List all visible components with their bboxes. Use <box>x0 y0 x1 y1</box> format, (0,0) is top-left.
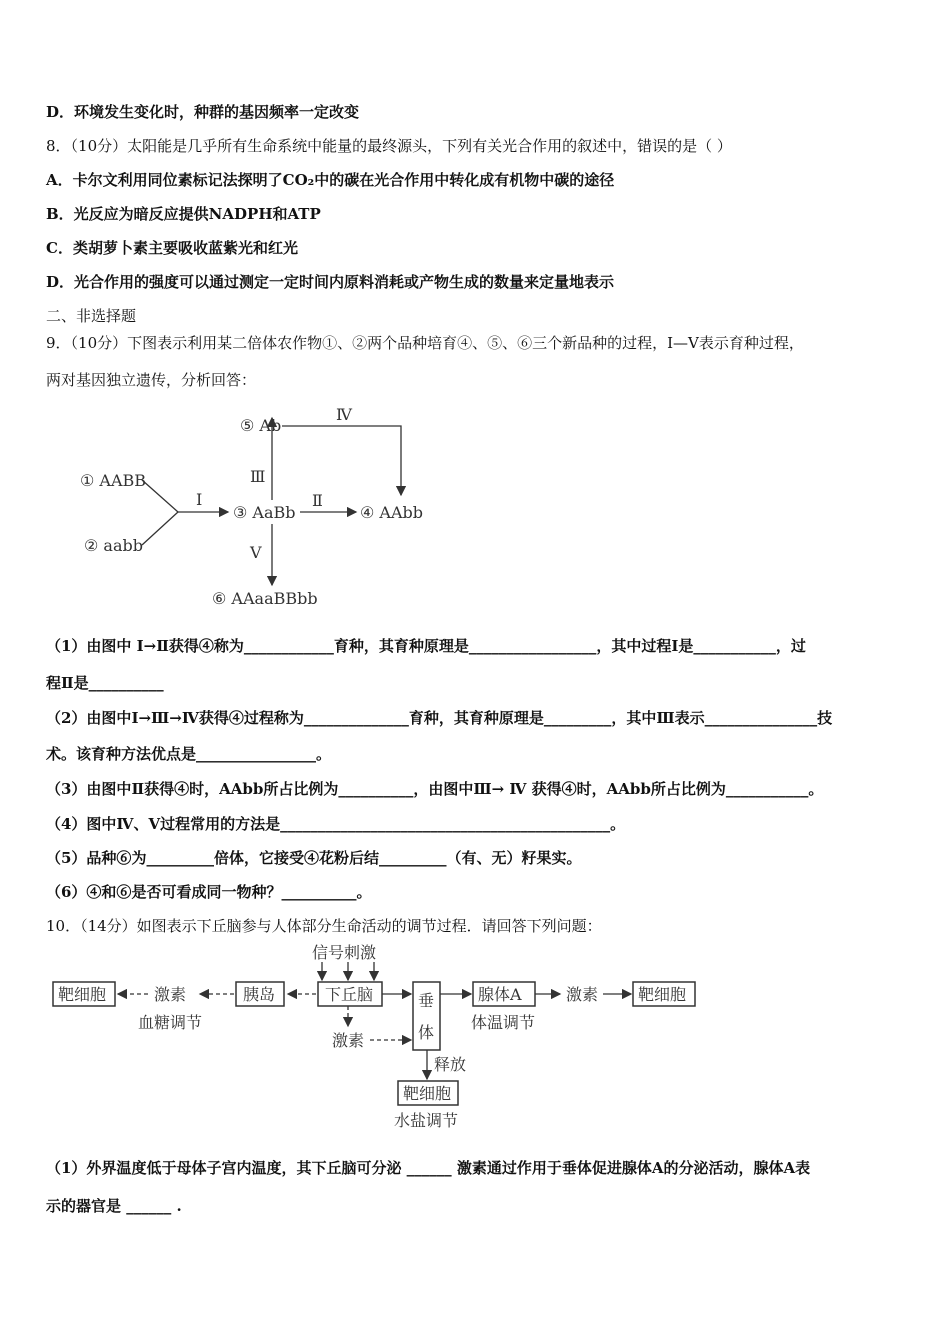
q10-part1-a: （1）外界温度低于母体子宫内温度，其下丘脑可分泌 ______ 激素通过作用于垂体促进腺体A的分泌活动，腺体A表 <box>46 1159 811 1177</box>
target-cell-left: 靶细胞 <box>58 985 107 1004</box>
variety-1-label: ① AABB <box>80 471 147 490</box>
section-heading: 二、非选择题 <box>46 307 137 325</box>
q9-part1-a: （1）由图中 Ⅰ→Ⅱ获得④称为____________育种，其育种原理是_________________，其中过程Ⅰ是___________，过 <box>46 637 806 655</box>
q9-part4: （4）图中Ⅳ、Ⅴ过程常用的方法是____________________________________________。 <box>46 815 626 833</box>
release-label: 释放 <box>434 1055 467 1074</box>
q9-stem-cont: 两对基因独立遗传，分析回答： <box>46 371 257 389</box>
q9-part3: （3）由图中Ⅱ获得④时，AAbb所占比例为__________，由图中Ⅲ→ Ⅳ 获得④时，AAbb所占比例为___________。 <box>46 780 824 798</box>
q10-part1-b: 示的器官是 ______ . <box>46 1197 182 1215</box>
pituitary-label-2: 体 <box>418 1023 435 1042</box>
breeding-diagram <box>70 400 440 615</box>
water-salt-label: 水盐调节 <box>394 1111 459 1130</box>
q7-option-d: D．环境发生变化时，种群的基因频率一定改变 <box>46 103 360 121</box>
temperature-label: 体温调节 <box>471 1013 536 1032</box>
q8-option-a: A．卡尔文利用同位素标记法探明了CO₂中的碳在光合作用中转化成有机物中碳的途径 <box>46 171 615 189</box>
q9-part2-b: 术。该育种方法优点是________________。 <box>46 745 332 763</box>
signal-stimulus-label: 信号刺激 <box>312 943 377 962</box>
islet-label: 胰岛 <box>243 985 276 1004</box>
q10-stem: 10．（14分）如图表示下丘脑参与人体部分生命活动的调节过程．请回答下列问题： <box>46 917 602 935</box>
hormone-left-label: 激素 <box>154 985 187 1004</box>
q8-option-b: B．光反应为暗反应提供NADPH和ATP <box>46 205 321 223</box>
process-4-label: Ⅳ <box>336 405 352 424</box>
q9-stem: 9．（10分）下图表示利用某二倍体农作物①、②两个品种培育④、⑤、⑥三个新品种的过程，Ⅰ—Ⅴ表示育种过程， <box>46 334 804 352</box>
process-1-label: Ⅰ <box>196 490 203 509</box>
q9-part1-b: 程Ⅱ是__________ <box>46 674 164 692</box>
pituitary-label-1: 垂 <box>418 991 435 1010</box>
blood-sugar-label: 血糖调节 <box>138 1013 203 1032</box>
target-cell-right: 靶细胞 <box>638 985 687 1004</box>
gland-a-label: 腺体A <box>478 985 522 1004</box>
hormone-bottom-label: 激素 <box>332 1031 365 1050</box>
hypothalamus-label: 下丘脑 <box>325 985 374 1004</box>
hypothalamus-diagram <box>48 940 708 1135</box>
variety-2-label: ② aabb <box>84 536 143 555</box>
process-5-label: Ⅴ <box>250 543 262 562</box>
q9-part2-a: （2）由图中Ⅰ→Ⅲ→Ⅳ获得④过程称为______________育种，其育种原理是_________，其中Ⅲ表示_______________技 <box>46 709 833 727</box>
process-2-label: Ⅱ <box>312 491 323 510</box>
variety-5-label: ⑤ Ab <box>240 416 282 435</box>
variety-4-label: ④ AAbb <box>360 503 424 522</box>
hormone-right-label: 激素 <box>566 985 599 1004</box>
variety-3-label: ③ AaBb <box>233 503 296 522</box>
process-3-label: Ⅲ <box>250 467 266 486</box>
variety-6-label: ⑥ AAaaBBbb <box>212 589 318 608</box>
q9-part6: （6）④和⑥是否可看成同一物种？__________。 <box>46 883 372 901</box>
target-cell-bottom: 靶细胞 <box>403 1084 452 1103</box>
q9-part5: （5）品种⑥为_________倍体，它接受④花粉后结_________（有、无）籽果实。 <box>46 849 582 867</box>
q8-option-d: D．光合作用的强度可以通过测定一定时间内原料消耗或产物生成的数量来定量地表示 <box>46 273 615 291</box>
q8-stem: 8．（10分）太阳能是几乎所有生命系统中能量的最终源头，下列有关光合作用的叙述中，错误的是（ ） <box>46 137 732 155</box>
q8-option-c: C．类胡萝卜素主要吸收蓝紫光和红光 <box>46 239 298 257</box>
